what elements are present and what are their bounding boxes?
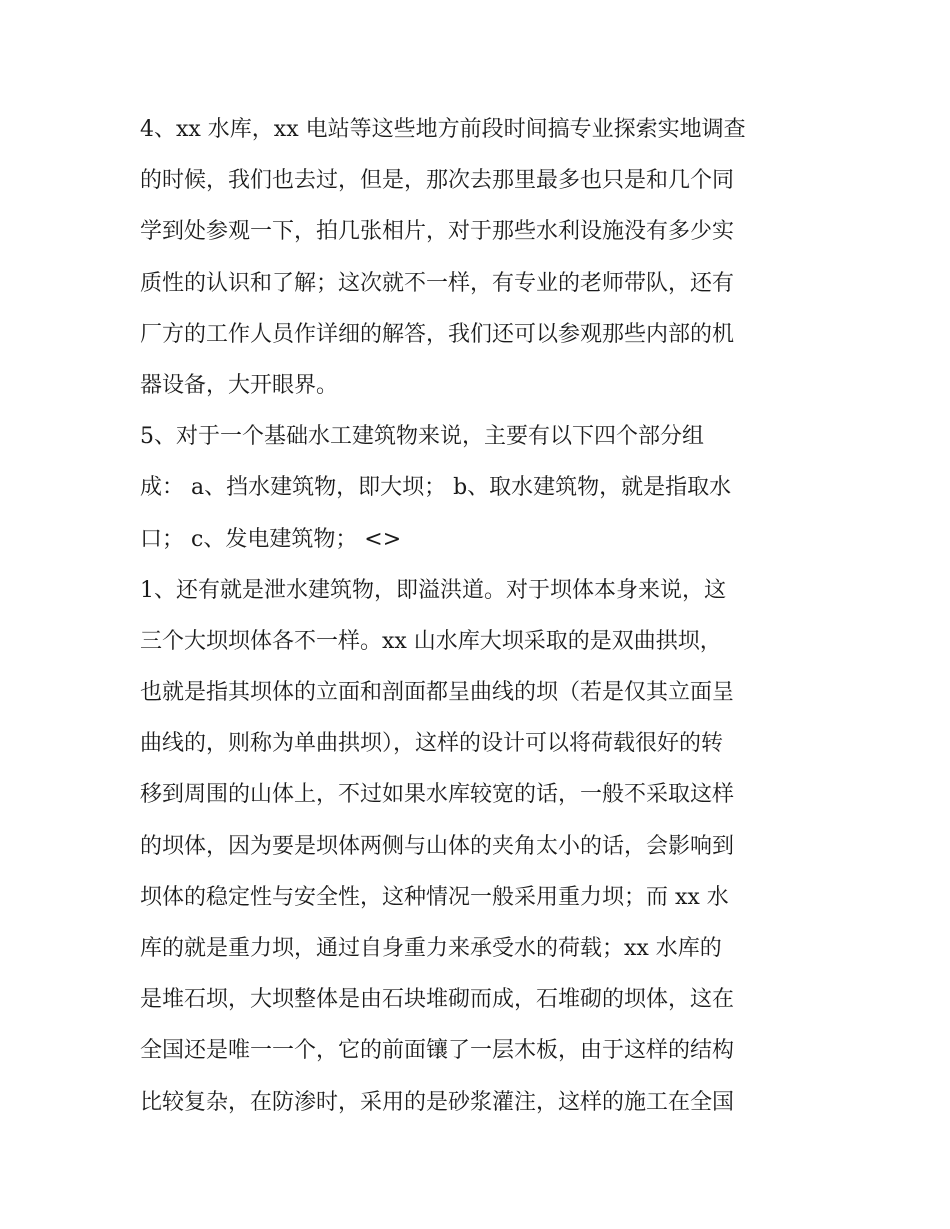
text-line: 4、xx 水库，xx 电站等这些地方前段时间搞专业探索实地调查 bbox=[140, 117, 746, 142]
text-line: 口； c、发电建筑物； <> bbox=[140, 526, 402, 552]
text-line: 比较复杂，在防渗时，采用的是砂浆灌注，这样的施工在全国 bbox=[140, 1089, 735, 1115]
text-line: 成： a、挡水建筑物，即大坝； b、取水建筑物，就是指取水 bbox=[140, 475, 732, 501]
text-line: 5、对于一个基础水工建筑物来说，主要有以下四个部分组 bbox=[140, 424, 704, 450]
text-line: 三个大坝坝体各不一样。xx 山水库大坝采取的是双曲拱坝， bbox=[140, 628, 722, 654]
text-line: 学到处参观一下，拍几张相片，对于那些水利设施没有多少实 bbox=[140, 219, 735, 245]
text-line: 库的就是重力坝，通过自身重力来承受水的荷载；xx 水库的 bbox=[140, 936, 722, 961]
text-line: 质性的认识和了解；这次就不一样，有专业的老师带队，还有 bbox=[140, 270, 735, 296]
text-line: 是堆石坝，大坝整体是由石块堆砌而成，石堆砌的坝体，这在 bbox=[140, 987, 735, 1013]
document-body bbox=[140, 104, 812, 1128]
text-line: 全国还是唯一一个，它的前面镶了一层木板，由于这样的结构 bbox=[140, 1038, 735, 1064]
text-line: 坝体的稳定性与安全性，这种情况一般采用重力坝；而 xx 水 bbox=[140, 884, 729, 910]
text-line: 也就是指其坝体的立面和剖面都呈曲线的坝（若是仅其立面呈 bbox=[140, 680, 735, 706]
text-line: 1、还有就是泄水建筑物，即溢洪道。对于坝体本身来说，这 bbox=[140, 577, 726, 603]
text-line: 厂方的工作人员作详细的解答，我们还可以参观那些内部的机 bbox=[140, 321, 735, 347]
text-line: 器设备，大开眼界。 bbox=[140, 372, 339, 398]
text-line: 移到周围的山体上，不过如果水库较宽的话，一般不采取这样 bbox=[140, 782, 735, 808]
text-line: 的时候，我们也去过，但是，那次去那里最多也只是和几个同 bbox=[140, 168, 735, 194]
text-line: 的坝体，因为要是坝体两侧与山体的夹角太小的话，会影响到 bbox=[140, 833, 735, 859]
text-line: 曲线的，则称为单曲拱坝），这样的设计可以将荷载很好的转 bbox=[140, 731, 724, 757]
